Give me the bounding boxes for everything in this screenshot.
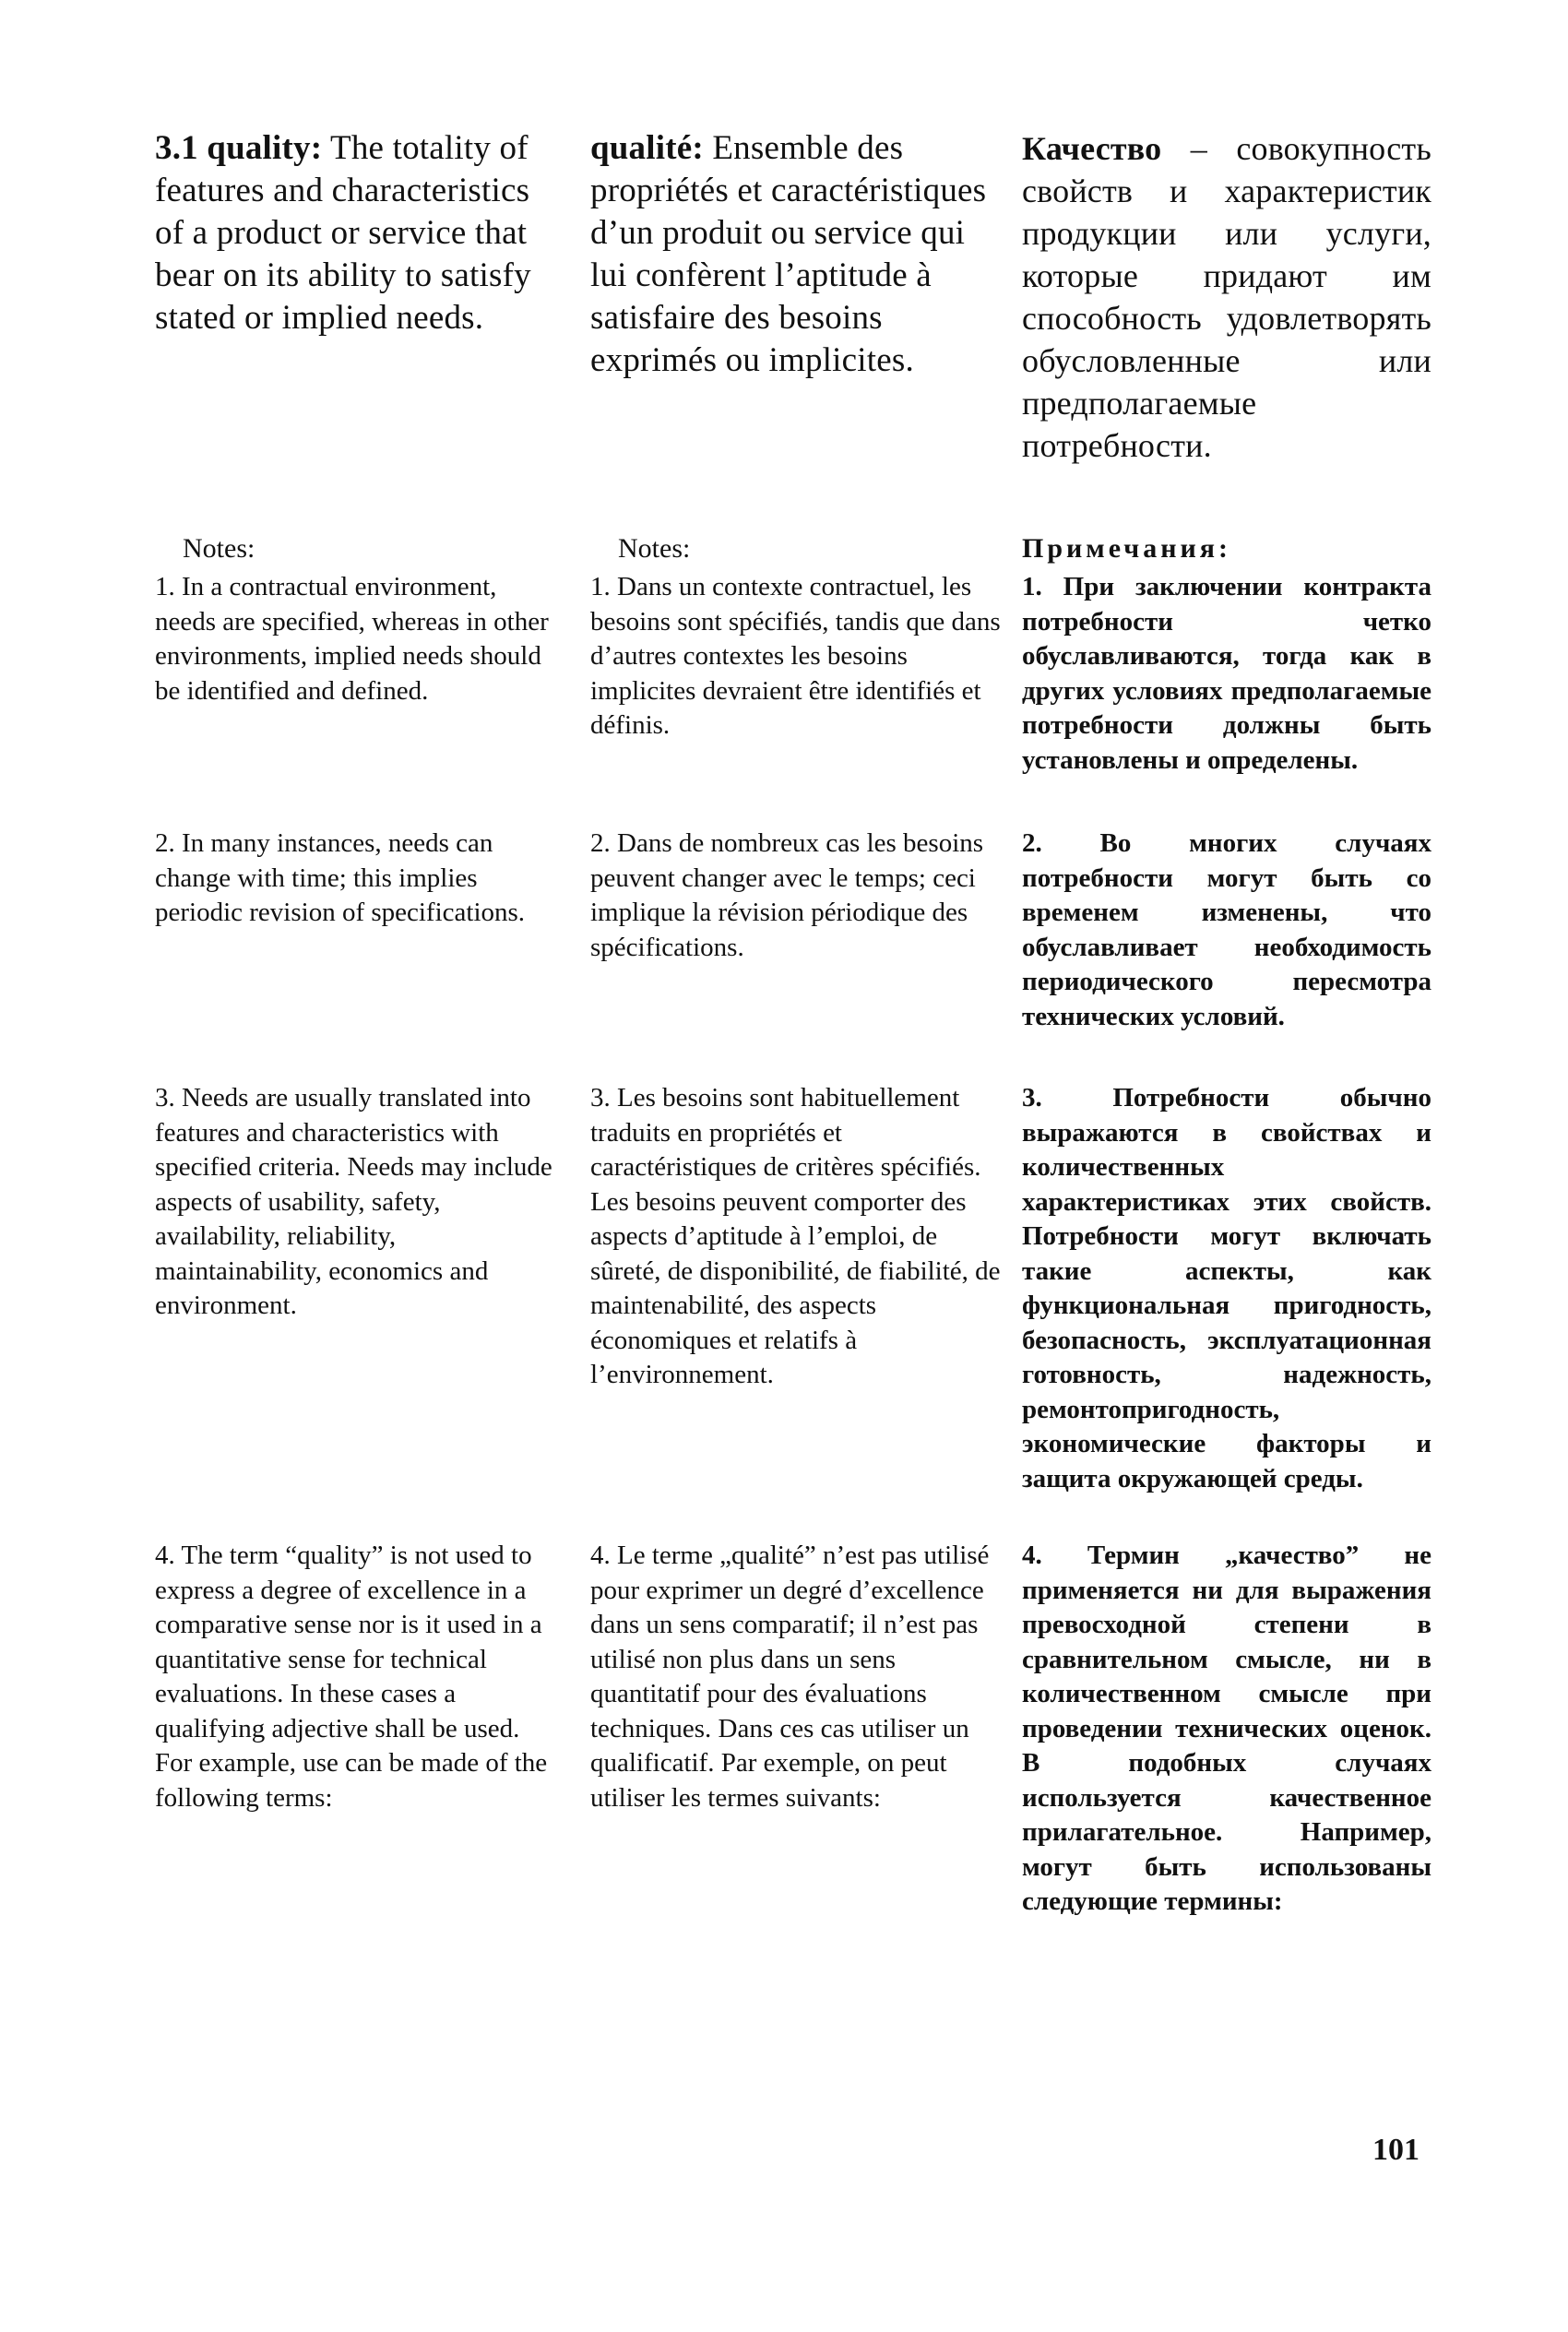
english-notes-heading: Notes: <box>183 533 255 564</box>
french-notes-heading: Notes: <box>618 533 691 564</box>
french-note-2: 2. Dans de nombreux cas les besoins peuvent changer avec le temps; ceci implique la révision périodique des spécifications. <box>590 828 984 962</box>
english-note-3: 3. Needs are usually translated into features and characteristics with specified criteria. Needs may include aspects of usability, safety, availability, reliability, maintainability, economics and environment. <box>155 1083 552 1320</box>
page-number: 101 <box>1372 2133 1420 2167</box>
russian-notes-heading: Примечания: <box>1022 533 1232 564</box>
english-definition <box>155 127 561 339</box>
english-note-2: 2. In many instances, needs can change with time; this implies periodic revision of specifications. <box>155 828 526 927</box>
french-definition <box>590 127 1005 382</box>
russian-note-4: 4. Термин „качество” не применяется ни для выражения превосходной степени в сравнительном смысле, ни в количественном смысле при проведении технических оценок. В подобных случаях используется качественное прилагательное. Например, могут быть использованы следующие термины: <box>1022 1541 1431 1916</box>
french-note-1: 1. Dans un contexte contractuel, les besoins sont spécifiés, tandis que dans d’autres contextes les besoins implicites devraient être identifiés et définis. <box>590 572 1001 740</box>
russian-note-2: 2. Во многих случаях потребности могут быть со временем изменены, что обуславливает необходимость периодического пересмотра технических условий. <box>1022 828 1431 1031</box>
english-term: 3.1 quality: <box>155 129 323 167</box>
russian-definition <box>1022 127 1431 467</box>
french-note-4: 4. Le terme „qualité” n’est pas utilisé pour exprimer un degré d’excellence dans un sens comparatif; il n’est pas utilisé non plus dans un sens quantitatif pour des évaluations techniques. Dans ces cas utiliser un qualificatif. Par exemple, on peut utiliser les termes suivants: <box>590 1541 990 1813</box>
english-note-1: 1. In a contractual environment, needs are specified, whereas in other environments, implied needs should be identified and defined. <box>155 572 549 706</box>
russian-definition-text: – совокупность свойств и характеристик продукции или услуги, которые придают им способность удовлетворять обусловленные или предполагаемые потребности. <box>1022 130 1431 464</box>
french-note-3: 3. Les besoins sont habituellement traduits en propriétés et caractéristiques de critères spécifiés. Les besoins peuvent comporter des aspects d’aptitude à l’emploi, de sûreté, de disponibilité, de fiabilité, de maintenabilité, des aspects économiques et relatifs à l’environnement. <box>590 1083 1001 1389</box>
russian-term: Качество <box>1022 130 1162 167</box>
french-definition-text: Ensemble des propriétés et caractéristiques d’un produit ou service qui lui confèrent l’aptitude à satisfaire des besoins exprimés ou implicites. <box>590 129 987 379</box>
russian-note-3: 3. Потребности обычно выражаются в свойствах и количественных характеристиках этих свойств. Потребности могут включать такие аспекты, как функциональная пригодность, безопасность, эксплуатационная готовность, надежность, ремонтопригодность, экономические факторы и защита окружающей среды. <box>1022 1083 1431 1493</box>
english-note-4: 4. The term “quality” is not used to express a degree of excellence in a comparative sense nor is it used in a quantitative sense for technical evaluations. In these cases a qualifying adjective shall be used. For example, use can be made of the following terms: <box>155 1541 548 1813</box>
french-term: qualité: <box>590 129 704 167</box>
russian-note-1: 1. При заключении контракта потребности четко обуславливаются, тогда как в других условиях предполагаемые потребности должны быть установлены и определены. <box>1022 572 1431 775</box>
english-definition-text: The totality of features and characteristics of a product or service that bear on its ability to satisfy stated or implied needs. <box>155 129 531 337</box>
